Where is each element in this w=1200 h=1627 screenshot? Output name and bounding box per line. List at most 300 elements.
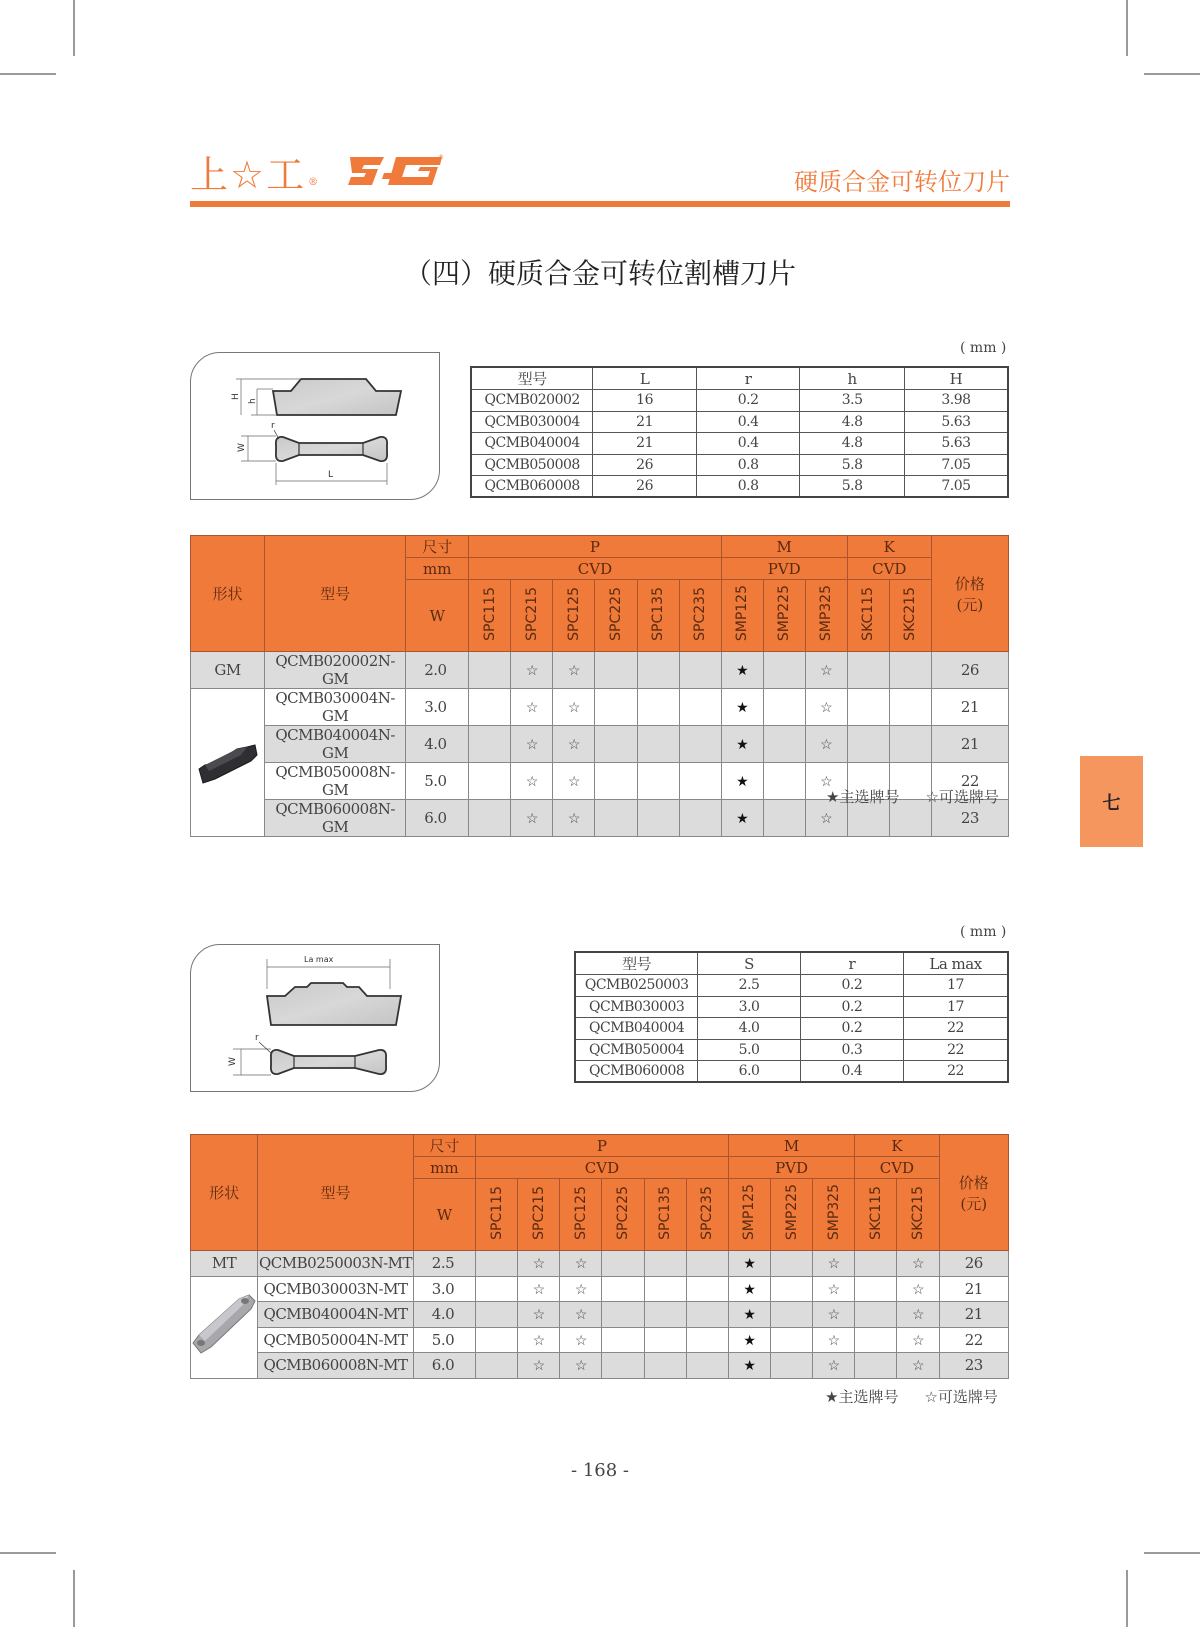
insert-mt-icon: [191, 1285, 257, 1365]
crop-mark: [1144, 73, 1200, 75]
grade-cell: [728, 1353, 770, 1379]
grade-cell: [511, 689, 553, 726]
grade-cell: [763, 726, 805, 763]
width-cell: 4.0: [413, 1302, 475, 1328]
table-row: [575, 1061, 1008, 1083]
model-cell: QCMB040004N-GM: [265, 726, 406, 763]
grade-cell: [476, 1353, 518, 1379]
grade-cell: [560, 1251, 602, 1277]
grade-header: SMP125: [728, 1179, 770, 1251]
coating-header-m: PVD: [728, 1157, 854, 1179]
outline-star-icon: ☆: [820, 663, 833, 679]
grade-cell: [686, 1251, 728, 1277]
cell: QCMB040004: [575, 1018, 698, 1040]
cell: 22: [904, 1039, 1008, 1061]
table-row: [471, 454, 1008, 476]
legend: [825, 1386, 998, 1407]
table-row: [191, 652, 1009, 689]
grade-header: SPC125: [560, 1179, 602, 1251]
cell: 6.0: [698, 1061, 800, 1083]
column-header-model: 型号: [265, 536, 406, 652]
table-row: [191, 1302, 1009, 1328]
grade-cell: [771, 1302, 813, 1328]
model-cell: QCMB060008N-MT: [258, 1353, 414, 1379]
outline-star-icon: ☆: [820, 700, 833, 716]
grade-table-mt: [190, 1134, 1009, 1379]
outline-star-icon: ☆: [525, 811, 538, 827]
grade-cell: [847, 652, 889, 689]
cell: 0.2: [800, 1018, 903, 1040]
grade-cell: [686, 1302, 728, 1328]
cell: 5.8: [800, 476, 905, 498]
outline-star-icon: ☆: [532, 1307, 545, 1324]
outline-star-icon: ☆: [532, 1281, 545, 1298]
price-cell: 21: [931, 726, 1008, 763]
group-header-p: P: [476, 1135, 729, 1157]
outline-star-icon: ☆: [567, 737, 580, 753]
cell: 0.4: [800, 1061, 903, 1083]
model-cell: QCMB030003N-MT: [258, 1276, 414, 1302]
column-header-shape: 形状: [191, 536, 265, 652]
size-unit: mm: [413, 1157, 475, 1179]
table-row: [191, 1353, 1009, 1379]
price-cell: 26: [939, 1251, 1008, 1277]
page-title: （四）硬质合金可转位割槽刀片: [403, 257, 796, 290]
grade-cell: [805, 689, 847, 726]
grade-cell: [813, 1276, 855, 1302]
grade-header: SKC215: [897, 1179, 939, 1251]
grade-cell: [805, 652, 847, 689]
column-header: 型号: [471, 367, 593, 390]
coating-header-p: CVD: [469, 558, 721, 580]
grade-cell: [469, 652, 511, 689]
grade-cell: [721, 652, 763, 689]
outline-star-icon: ☆: [525, 737, 538, 753]
grade-cell: [855, 1276, 897, 1302]
price-label: 价格: [958, 1173, 989, 1192]
grade-cell: [763, 652, 805, 689]
insert-diagram-mt: [190, 944, 440, 1092]
grade-cell: [602, 1327, 644, 1353]
cell: 0.8: [696, 476, 800, 498]
column-header: H: [904, 367, 1008, 390]
header-row-group: [191, 1135, 1009, 1157]
price-cell: 23: [931, 800, 1008, 837]
cell: 4.0: [698, 1018, 800, 1040]
insert-diagram-gm: [190, 352, 440, 500]
chapter-tab[interactable]: 七: [1080, 756, 1143, 847]
outline-star-icon: ☆: [827, 1256, 840, 1273]
grade-cell: [476, 1276, 518, 1302]
grade-header: SPC135: [637, 580, 679, 652]
filled-star-icon: ★: [736, 663, 749, 679]
outline-star-icon: ☆: [574, 1256, 587, 1273]
outline-star-icon: ☆: [911, 1256, 925, 1273]
unit-label: ( mm ): [960, 340, 1007, 356]
filled-star-icon: ★: [736, 737, 749, 753]
grade-header: SPC225: [595, 580, 637, 652]
width-cell: 4.0: [406, 726, 469, 763]
width-cell: 6.0: [406, 800, 469, 837]
dimension-table-gm: [470, 366, 1009, 498]
grade-cell: [889, 726, 931, 763]
cell: 3.5: [800, 390, 905, 412]
cell: 7.05: [904, 476, 1008, 498]
cell: QCMB060008: [471, 476, 593, 498]
outline-star-icon: ☆: [574, 1307, 587, 1324]
grade-cell: [813, 1327, 855, 1353]
sg-logo-icon: [348, 153, 444, 189]
price-cell: 21: [931, 689, 1008, 726]
header-divider: [190, 201, 1010, 207]
coating-header-m: PVD: [721, 558, 847, 580]
header-row-group: [191, 536, 1009, 558]
grade-cell: [686, 1276, 728, 1302]
width-cell: 3.0: [406, 689, 469, 726]
cell: 0.2: [800, 975, 903, 997]
size-unit: mm: [406, 558, 469, 580]
cell: QCMB050008: [471, 454, 593, 476]
svg-text:r: r: [271, 421, 275, 431]
outline-star-icon: ☆: [567, 663, 580, 679]
grade-header: SMP125: [721, 580, 763, 652]
svg-text:r: r: [255, 1033, 259, 1043]
grade-cell: [771, 1353, 813, 1379]
shape-label: MT: [191, 1251, 258, 1277]
column-header-size: 尺寸: [406, 536, 469, 558]
column-header-model: 型号: [258, 1135, 414, 1251]
column-header: h: [800, 367, 905, 390]
grade-cell: [553, 652, 595, 689]
table-row: [575, 975, 1008, 997]
cell: 5.63: [904, 433, 1008, 455]
grade-cell: [721, 763, 763, 800]
insert-dimension-drawing: [191, 945, 441, 1093]
width-cell: 5.0: [413, 1327, 475, 1353]
filled-star-icon: ★: [743, 1256, 756, 1273]
legend-optional-grade: ☆可选牌号: [924, 1388, 998, 1406]
grade-cell: [553, 800, 595, 837]
model-cell: QCMB050004N-MT: [258, 1327, 414, 1353]
cell: 0.4: [696, 411, 800, 433]
grade-cell: [511, 800, 553, 837]
grade-cell: [469, 763, 511, 800]
grade-cell: [476, 1302, 518, 1328]
outline-star-icon: ☆: [820, 811, 833, 827]
grade-header: SPC235: [686, 1179, 728, 1251]
outline-star-icon: ☆: [567, 811, 580, 827]
table-row: [191, 726, 1009, 763]
grade-cell: [805, 726, 847, 763]
crop-mark: [73, 0, 75, 56]
grade-cell: [889, 652, 931, 689]
grade-header: SPC115: [469, 580, 511, 652]
grade-header: SKC115: [847, 580, 889, 652]
cell: 26: [593, 476, 697, 498]
cell: 26: [593, 454, 697, 476]
model-cell: QCMB030004N-GM: [265, 689, 406, 726]
grade-cell: [897, 1327, 939, 1353]
cell: QCMB020002: [471, 390, 593, 412]
filled-star-icon: ★: [736, 811, 749, 827]
outline-star-icon: ☆: [567, 700, 580, 716]
legend: [826, 786, 999, 807]
outline-star-icon: ☆: [532, 1358, 545, 1375]
insert-product-image: [191, 1276, 258, 1378]
cell: QCMB050004: [575, 1039, 698, 1061]
cell: QCMB0250003: [575, 975, 698, 997]
dimension-table-mt: [574, 951, 1009, 1083]
cell: 3.98: [904, 390, 1008, 412]
cell: 22: [904, 1061, 1008, 1083]
page-header: [190, 146, 1010, 208]
group-header-m: M: [721, 536, 847, 558]
grade-cell: [847, 726, 889, 763]
page-number: - 168 -: [571, 1460, 629, 1481]
group-header-k: K: [847, 536, 931, 558]
table-row: [191, 689, 1009, 726]
cell: 0.8: [696, 454, 800, 476]
grade-header: SMP225: [771, 1179, 813, 1251]
grade-cell: [644, 1302, 686, 1328]
grade-cell: [560, 1302, 602, 1328]
cell: 5.63: [904, 411, 1008, 433]
price-unit: (元): [956, 595, 984, 614]
coating-header-k: CVD: [855, 1157, 939, 1179]
grade-cell: [560, 1276, 602, 1302]
column-header: r: [696, 367, 800, 390]
grade-cell: [476, 1251, 518, 1277]
table-row: [471, 476, 1008, 498]
outline-star-icon: ☆: [532, 1256, 545, 1273]
grade-cell: [763, 800, 805, 837]
outline-star-icon: ☆: [574, 1281, 587, 1298]
crop-mark: [1144, 1552, 1200, 1554]
grade-cell: [511, 763, 553, 800]
grade-cell: [721, 800, 763, 837]
svg-text:La max: La max: [304, 955, 334, 964]
table-header-row: [575, 952, 1008, 975]
grade-header: SPC135: [644, 1179, 686, 1251]
column-header: La max: [904, 952, 1008, 975]
grade-cell: [855, 1302, 897, 1328]
width-cell: 5.0: [406, 763, 469, 800]
grade-cell: [553, 726, 595, 763]
grade-cell: [728, 1327, 770, 1353]
grade-cell: [560, 1327, 602, 1353]
cell: 0.2: [696, 390, 800, 412]
grade-table-body: [191, 652, 1009, 837]
grade-header: SMP225: [763, 580, 805, 652]
unit-label: ( mm ): [960, 924, 1007, 940]
column-header-shape: 形状: [191, 1135, 258, 1251]
outline-star-icon: ☆: [820, 774, 833, 790]
width-cell: 3.0: [413, 1276, 475, 1302]
grade-cell: [897, 1353, 939, 1379]
column-header-size: 尺寸: [413, 1135, 475, 1157]
grade-cell: [721, 689, 763, 726]
grade-header: SPC115: [476, 1179, 518, 1251]
outline-star-icon: ☆: [525, 700, 538, 716]
grade-cell: [679, 652, 721, 689]
grade-cell: [637, 763, 679, 800]
cell: 16: [593, 390, 697, 412]
table-row: [471, 433, 1008, 455]
width-cell: 6.0: [413, 1353, 475, 1379]
svg-text:W: W: [237, 443, 247, 452]
svg-text:®: ®: [438, 154, 445, 161]
grade-cell: [771, 1327, 813, 1353]
grade-cell: [897, 1276, 939, 1302]
grade-cell: [595, 763, 637, 800]
price-cell: 21: [939, 1302, 1008, 1328]
grade-cell: [553, 763, 595, 800]
legend-optional-grade: ☆可选牌号: [925, 788, 999, 806]
grade-header: SPC215: [511, 580, 553, 652]
grade-cell: [602, 1276, 644, 1302]
table-row: [575, 996, 1008, 1018]
grade-header: SKC215: [889, 580, 931, 652]
crop-mark: [0, 73, 56, 75]
cell: 21: [593, 411, 697, 433]
grade-cell: [855, 1251, 897, 1277]
cell: 17: [904, 996, 1008, 1018]
outline-star-icon: ☆: [827, 1332, 840, 1349]
grade-cell: [511, 652, 553, 689]
grade-cell: [679, 726, 721, 763]
grade-header: SPC125: [553, 580, 595, 652]
grade-cell: [518, 1302, 560, 1328]
grade-cell: [813, 1251, 855, 1277]
grade-header: SMP325: [813, 1179, 855, 1251]
width-cell: 2.5: [413, 1251, 475, 1277]
price-cell: 23: [939, 1353, 1008, 1379]
outline-star-icon: ☆: [525, 774, 538, 790]
grade-cell: [686, 1353, 728, 1379]
cell: 0.2: [800, 996, 903, 1018]
grade-cell: [855, 1327, 897, 1353]
table-row: [575, 1039, 1008, 1061]
svg-text:H: H: [231, 393, 241, 400]
svg-text:W: W: [228, 1057, 238, 1066]
grade-cell: [602, 1353, 644, 1379]
grade-cell: [637, 689, 679, 726]
filled-star-icon: ★: [736, 700, 749, 716]
cell: 3.0: [698, 996, 800, 1018]
legend-main-grade: ★主选牌号: [826, 788, 900, 806]
cell: 4.8: [800, 433, 905, 455]
grade-cell: [686, 1327, 728, 1353]
svg-text:h: h: [248, 398, 258, 404]
cell: QCMB040004: [471, 433, 593, 455]
table-header-row: [471, 367, 1008, 390]
price-cell: 22: [939, 1327, 1008, 1353]
cell: 7.05: [904, 454, 1008, 476]
cell: 22: [904, 1018, 1008, 1040]
grade-cell: [897, 1251, 939, 1277]
price-unit: (元): [960, 1194, 988, 1213]
grade-cell: [602, 1251, 644, 1277]
grade-cell: [813, 1302, 855, 1328]
column-header: r: [800, 952, 903, 975]
grade-cell: [728, 1302, 770, 1328]
grade-cell: [476, 1327, 518, 1353]
insert-product-image: [191, 689, 265, 837]
grade-cell: [679, 689, 721, 726]
crop-mark: [73, 1570, 75, 1627]
grade-cell: [897, 1302, 939, 1328]
grade-cell: [813, 1353, 855, 1379]
cell: 21: [593, 433, 697, 455]
column-header: L: [593, 367, 697, 390]
model-cell: QCMB050008N-GM: [265, 763, 406, 800]
grade-cell: [721, 726, 763, 763]
outline-star-icon: ☆: [574, 1332, 587, 1349]
insert-gm-icon: [195, 731, 261, 791]
filled-star-icon: ★: [743, 1281, 756, 1298]
price-label: 价格: [954, 574, 985, 593]
grade-cell: [469, 689, 511, 726]
grade-cell: [644, 1276, 686, 1302]
grade-cell: [518, 1353, 560, 1379]
table-row: [191, 1251, 1009, 1277]
filled-star-icon: ★: [743, 1332, 756, 1349]
logo-text: 上☆工: [190, 152, 307, 197]
legend-main-grade: ★主选牌号: [825, 1388, 899, 1406]
group-header-m: M: [728, 1135, 854, 1157]
grade-cell: [644, 1327, 686, 1353]
grade-header: SPC235: [679, 580, 721, 652]
grade-cell: [469, 726, 511, 763]
grade-cell: [560, 1353, 602, 1379]
grade-cell: [728, 1251, 770, 1277]
cell: 5.0: [698, 1039, 800, 1061]
outline-star-icon: ☆: [911, 1332, 925, 1349]
grade-cell: [595, 800, 637, 837]
group-header-p: P: [469, 536, 721, 558]
grade-cell: [602, 1302, 644, 1328]
model-cell: QCMB060008N-GM: [265, 800, 406, 837]
grade-cell: [644, 1353, 686, 1379]
grade-cell: [889, 689, 931, 726]
price-cell: 26: [931, 652, 1008, 689]
cell: QCMB030004: [471, 411, 593, 433]
outline-star-icon: ☆: [911, 1358, 925, 1375]
grade-header: SKC115: [855, 1179, 897, 1251]
outline-star-icon: ☆: [827, 1281, 840, 1298]
column-header: 型号: [575, 952, 698, 975]
outline-star-icon: ☆: [820, 737, 833, 753]
column-header: S: [698, 952, 800, 975]
grade-cell: [595, 726, 637, 763]
grade-header: SMP325: [805, 580, 847, 652]
table-row: [575, 1018, 1008, 1040]
table-row: [471, 411, 1008, 433]
crop-mark: [1126, 0, 1128, 56]
table-row: [471, 390, 1008, 412]
brand-logo: [190, 146, 444, 196]
coating-header-k: CVD: [847, 558, 931, 580]
grade-cell: [847, 689, 889, 726]
insert-dimension-drawing: [191, 353, 441, 501]
filled-star-icon: ★: [743, 1358, 756, 1375]
outline-star-icon: ☆: [827, 1307, 840, 1324]
coating-header-p: CVD: [476, 1157, 729, 1179]
filled-star-icon: ★: [736, 774, 749, 790]
crop-mark: [0, 1552, 56, 1554]
grade-cell: [637, 652, 679, 689]
grade-cell: [644, 1251, 686, 1277]
